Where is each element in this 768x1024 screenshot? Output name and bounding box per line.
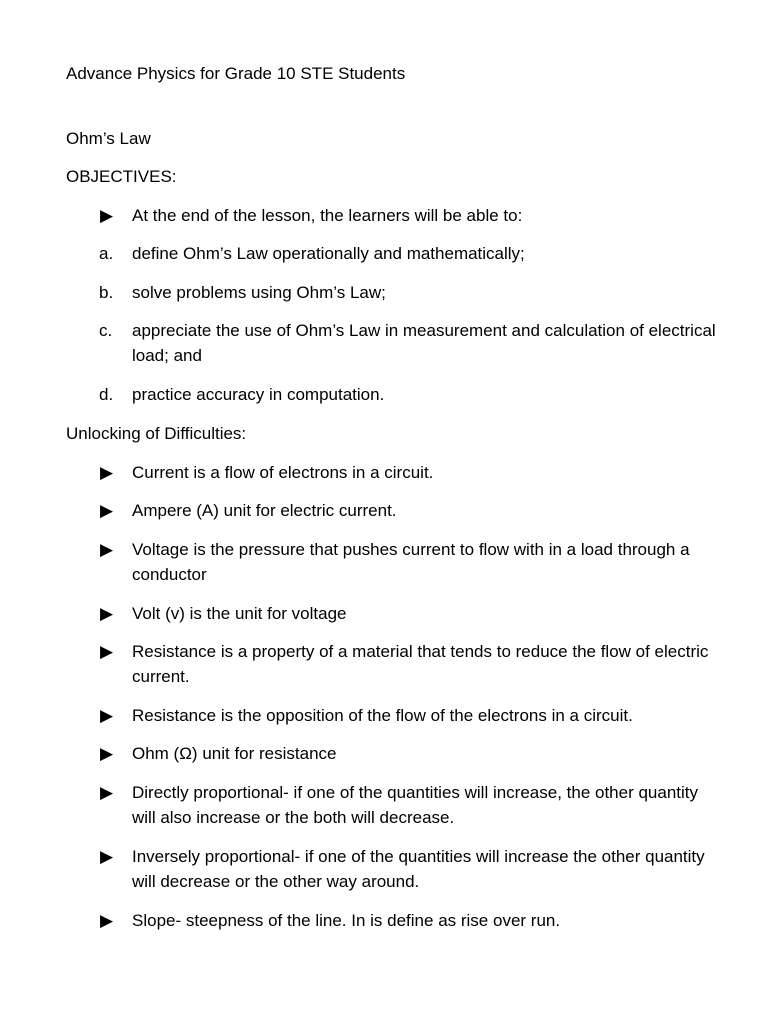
triangle-bullet-icon: ▶ bbox=[100, 540, 114, 559]
objective-text: appreciate the use of Ohm’s Law in measurement and calculation of electrical load; and bbox=[132, 321, 716, 365]
triangle-bullet-icon: ▶ bbox=[100, 847, 114, 866]
objective-text: solve problems using Ohm’s Law; bbox=[132, 283, 386, 302]
triangle-bullet-icon: ▶ bbox=[100, 642, 114, 661]
objectives-intro-text: At the end of the lesson, the learners will be able to: bbox=[132, 206, 523, 225]
unlocking-item-text: Resistance is a property of a material that tends to reduce the flow of electric current. bbox=[132, 642, 709, 686]
triangle-bullet-icon: ▶ bbox=[100, 706, 114, 725]
unlocking-item-text: Slope- steepness of the line. In is define as rise over run. bbox=[132, 911, 561, 930]
triangle-bullet-icon: ▶ bbox=[100, 501, 114, 520]
triangle-bullet-icon: ▶ bbox=[100, 206, 114, 225]
unlocking-item-text: Resistance is the opposition of the flow of the electrons in a circuit. bbox=[132, 706, 633, 725]
triangle-bullet-icon: ▶ bbox=[100, 911, 114, 930]
objective-marker: b. bbox=[99, 283, 114, 302]
objective-marker: a. bbox=[99, 244, 114, 263]
unlocking-item-text: Inversely proportional- if one of the quantities will increase the other quantity will decrease or the other way around. bbox=[132, 847, 705, 891]
unlocking-item-text: Ampere (A) unit for electric current. bbox=[132, 501, 397, 520]
triangle-bullet-icon: ▶ bbox=[100, 463, 114, 482]
unlocking-heading: Unlocking of Difficulties: bbox=[66, 424, 247, 443]
triangle-bullet-icon: ▶ bbox=[100, 744, 114, 763]
unlocking-item-text: Volt (v) is the unit for voltage bbox=[132, 604, 347, 623]
objective-text: practice accuracy in computation. bbox=[132, 385, 385, 404]
objective-marker: c. bbox=[99, 321, 113, 340]
triangle-bullet-icon: ▶ bbox=[100, 604, 114, 623]
unlocking-item-text: Voltage is the pressure that pushes current to flow with in a load through a conductor bbox=[132, 540, 690, 584]
objective-marker: d. bbox=[99, 385, 114, 404]
objective-text: define Ohm’s Law operationally and mathematically; bbox=[132, 244, 525, 263]
document-header: Advance Physics for Grade 10 STE Students bbox=[66, 64, 406, 83]
triangle-bullet-icon: ▶ bbox=[100, 783, 114, 802]
unlocking-item-text: Ohm (Ω) unit for resistance bbox=[132, 744, 337, 763]
objectives-heading: OBJECTIVES: bbox=[66, 167, 177, 186]
unlocking-item-text: Directly proportional- if one of the quantities will increase, the other quantity will also increase or the both will decrease. bbox=[132, 783, 699, 827]
unlocking-item-text: Current is a flow of electrons in a circuit. bbox=[132, 463, 434, 482]
topic-title: Ohm’s Law bbox=[66, 129, 151, 148]
